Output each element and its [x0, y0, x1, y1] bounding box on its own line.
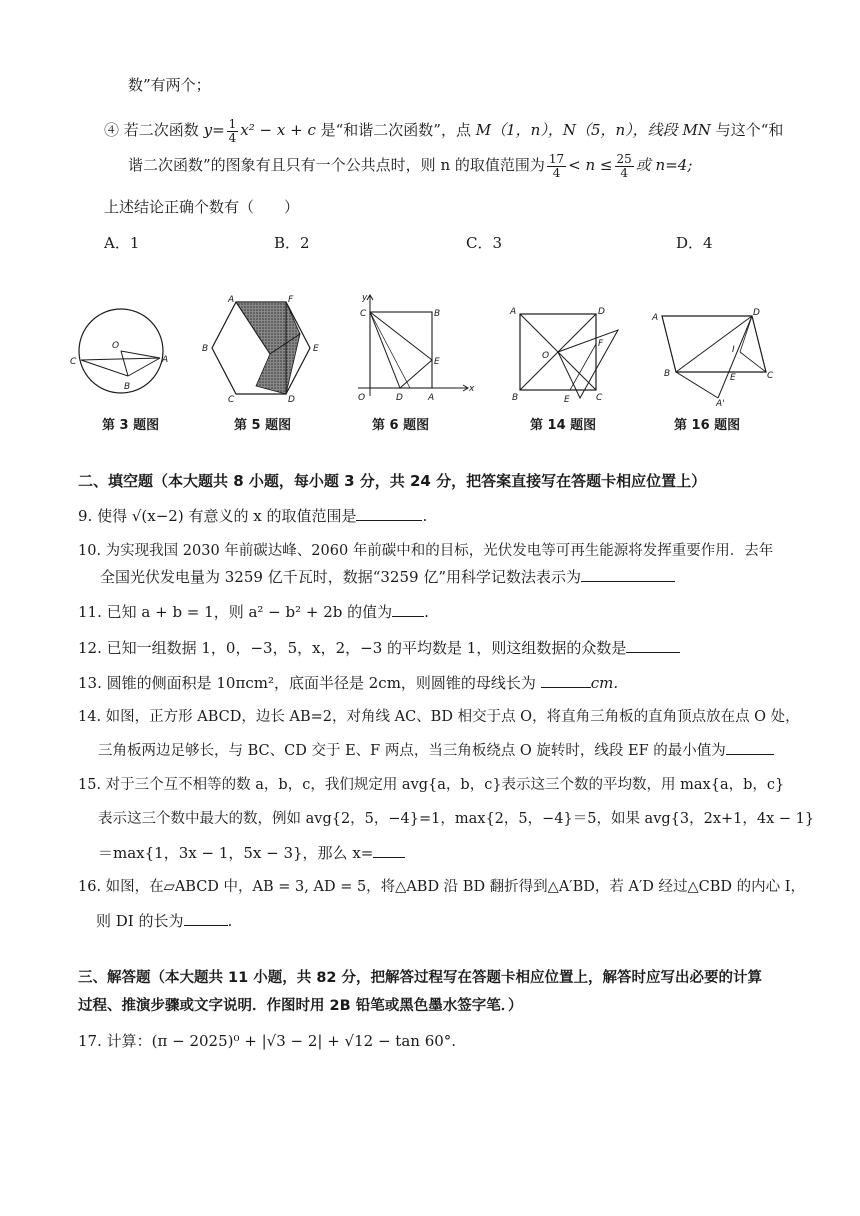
fraction-17-4: $\frac{17}{4}$: [548, 151, 565, 180]
svg-text:O: O: [542, 351, 550, 361]
svg-text:I: I: [732, 345, 735, 355]
statement-4-line1: ④ 若二次函数 y= $\frac{1}{4}$ x² − x + c 是“和谐二次函数”，点 M（1，n），N（5，n），线段 MN 与这个“和: [104, 116, 784, 145]
caption-figure-14: 第 14 题图: [530, 418, 597, 433]
svg-text:D: D: [396, 393, 403, 403]
svg-text:O: O: [112, 341, 120, 351]
svg-text:C: C: [70, 357, 77, 367]
svg-text:C: C: [767, 371, 774, 381]
svg-text:B: B: [512, 393, 519, 403]
choice-a: A．1: [104, 234, 140, 252]
answer-blank-12: [626, 638, 680, 653]
question-16-line2: 则 DI 的长为 .: [96, 912, 233, 930]
figure-3-circle: [66, 296, 176, 406]
svg-text:C: C: [228, 395, 235, 404]
answer-blank-11: [392, 602, 424, 617]
fraction-25-4: $\frac{25}{4}$: [616, 151, 632, 180]
question-11: 11. 已知 a + b = 1，则 a² − b² + 2b 的值为 .: [78, 603, 429, 621]
question-17: 17. 计算：(π − 2025)⁰ + |√3 − 2| + √12 − tan 60°.: [78, 1032, 457, 1050]
svg-text:E: E: [564, 395, 570, 405]
answer-blank-10: [581, 567, 675, 582]
svg-text:E: E: [730, 373, 736, 383]
answer-blank-15: [373, 843, 405, 858]
svg-text:C: C: [360, 309, 367, 319]
choice-d: D．4: [676, 234, 713, 252]
svg-text:A: A: [652, 313, 659, 323]
question-10-line1: 10. 为实现我国 2030 年前碳达峰、2060 年前碳中和的目标，光伏发电等可再生能源将发挥重要作用．去年: [78, 543, 774, 559]
caption-figure-16: 第 16 题图: [674, 418, 741, 433]
caption-figure-5: 第 5 题图: [234, 418, 292, 433]
question-15-line1: 15. 对于三个互不相等的数 a，b，c，我们规定用 avg{a，b，c}表示这三个数的平均数，用 max{a，b，c}: [78, 777, 785, 793]
figure-6-coordinate: [348, 292, 478, 404]
caption-figure-6: 第 6 题图: [372, 418, 430, 433]
svg-text:F: F: [288, 295, 294, 305]
section-3-heading-line2: 过程、推演步骤或文字说明．作图时用 2B 铅笔或黑色墨水签字笔．）: [78, 998, 523, 1014]
question-13: 13. 圆锥的侧面积是 10πcm²，底面半径是 2cm，则圆锥的母线长为 cm.: [78, 674, 619, 692]
answer-blank-16: [184, 911, 228, 926]
statement-4-number: ④: [104, 121, 120, 139]
question-14-line2: 三角板两边足够长，与 BC、CD 交于 E、F 两点，当三角板绕点 O 旋转时，线段 EF 的最小值为: [98, 740, 774, 762]
svg-text:A': A': [716, 399, 725, 406]
svg-text:y: y: [362, 293, 368, 303]
svg-text:A: A: [428, 393, 435, 403]
svg-text:F: F: [598, 339, 604, 349]
svg-text:B: B: [202, 344, 209, 354]
svg-text:O: O: [358, 393, 366, 403]
figure-14-square: [508, 300, 628, 406]
svg-text:A: A: [228, 295, 235, 305]
svg-text:A: A: [162, 355, 169, 365]
svg-text:D: D: [753, 308, 760, 318]
question-14-line1: 14. 如图，正方形 ABCD，边长 AB=2，对角线 AC、BD 相交于点 O，将直角三角板的直角顶点放在点 O 处，: [78, 709, 800, 725]
answer-blank-13: [541, 673, 591, 688]
choice-b: B．2: [274, 234, 310, 252]
svg-text:B: B: [434, 309, 441, 319]
question-16-line1: 16. 如图，在▱ABCD 中，AB = 3, AD = 5，将△ABD 沿 BD 翻折得到△A′BD，若 A′D 经过△CBD 的内心 I，: [78, 879, 805, 895]
svg-text:B: B: [664, 369, 671, 379]
svg-text:B: B: [124, 382, 131, 392]
statement-4-line2: 谐二次函数”的图象有且只有一个公共点时，则 n 的取值范围为 $\frac{17}{4}$ < n ≤ $\frac{25}{4}$ 或 n=4;: [128, 151, 693, 180]
question-15-line3: ＝max{1，3x − 1，5x − 3}，那么 x=: [98, 842, 405, 864]
answer-blank-9: [356, 506, 422, 521]
svg-text:E: E: [313, 344, 319, 354]
svg-text:x: x: [469, 384, 475, 394]
question-12: 12. 已知一组数据 1，0，−3，5，x，2，−3 的平均数是 1，则这组数据的众数是: [78, 637, 680, 659]
svg-text:D: D: [598, 307, 605, 317]
fraction-one-quarter: $\frac{1}{4}$: [228, 116, 237, 145]
answer-blank-14: [726, 740, 774, 755]
section-2-heading: 二、填空题（本大题共 8 小题，每小题 3 分，共 24 分，把答案直接写在答题卡相应位置上）: [78, 472, 707, 490]
svg-text:E: E: [434, 357, 440, 367]
figure-5-hexagon: [196, 294, 326, 404]
question-10-line2: 全国光伏发电量为 3259 亿千瓦时，数据“3259 亿”用科学记数法表示为: [100, 566, 675, 588]
count-question: 上述结论正确个数有（ ）: [104, 198, 300, 216]
svg-text:C: C: [596, 393, 603, 403]
section-3-heading-line1: 三、解答题（本大题共 11 小题，共 82 分，把解答过程写在答题卡相应位置上，解答时应写出必要的计算: [78, 970, 763, 986]
question-15-line2: 表示这三个数中最大的数，例如 avg{2，5，−4}=1，max{2，5，−4}＝5，如果 avg{3，2x+1，4x − 1}: [98, 811, 815, 827]
svg-text:D: D: [288, 395, 295, 404]
figure-16-parallelogram: [650, 302, 780, 406]
caption-figure-3: 第 3 题图: [102, 418, 160, 433]
choice-c: C．3: [466, 234, 503, 252]
question-9: 9. 使得 √(x−2) 有意义的 x 的取值范围是 .: [78, 507, 428, 525]
continuation-text: 数”有两个；: [128, 76, 211, 94]
svg-text:A: A: [510, 307, 517, 317]
